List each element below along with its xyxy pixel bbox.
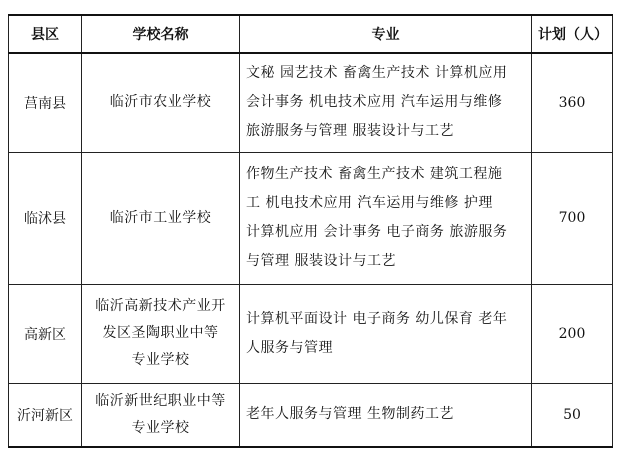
header-county: 县区	[9, 15, 82, 53]
school-cell	[82, 383, 240, 447]
major-line: 人服务与管理	[246, 339, 333, 356]
school-line: 临沂市工业学校	[109, 209, 212, 226]
major-line: 工 机电技术应用 汽车运用与维修 护理	[246, 195, 493, 211]
school-cell	[82, 284, 240, 383]
major-line: 文秘 园艺技术 畜禽生产技术 计算机应用	[246, 65, 508, 82]
plan-cell: 50	[532, 383, 613, 447]
plan-cell: 200	[532, 284, 613, 383]
major-line: 会计事务 机电技术应用 汽车运用与维修	[246, 94, 503, 111]
school-cell	[82, 152, 240, 284]
major-cell	[240, 383, 532, 447]
county-cell: 沂河新区	[9, 383, 82, 447]
table-header-row	[9, 15, 613, 53]
major-line: 计算机应用 会计事务 电子商务 旅游服务	[246, 224, 508, 240]
school-line: 发区圣陶职业中等	[102, 325, 219, 341]
header-plan: 计划（人）	[532, 15, 613, 53]
major-line: 与管理 服装设计与工艺	[246, 253, 396, 269]
school-line: 专业学校	[131, 352, 190, 368]
header-school: 学校名称	[82, 15, 240, 53]
school-line: 临沂高新技术产业开	[95, 298, 226, 314]
county-cell: 莒南县	[9, 53, 82, 152]
table-row	[9, 383, 613, 447]
major-line: 老年人服务与管理 生物制药工艺	[246, 406, 454, 423]
table-row	[9, 53, 613, 152]
major-cell	[240, 152, 532, 284]
major-line: 作物生产技术 畜禽生产技术 建筑工程施	[246, 166, 503, 182]
plan-cell: 700	[532, 152, 613, 284]
county-cell: 高新区	[9, 284, 82, 383]
county-cell: 临沭县	[9, 152, 82, 284]
school-line: 临沂市农业学校	[109, 94, 212, 111]
plan-cell: 360	[532, 53, 613, 152]
school-line: 临沂新世纪职业中等	[95, 392, 226, 409]
school-cell	[82, 53, 240, 152]
enrollment-plan-table	[8, 14, 613, 448]
major-cell	[240, 284, 532, 383]
table-row	[9, 152, 613, 284]
major-cell	[240, 53, 532, 152]
major-line: 旅游服务与管理 服装设计与工艺	[246, 123, 454, 140]
major-line: 计算机平面设计 电子商务 幼儿保育 老年	[246, 310, 508, 327]
school-line: 专业学校	[131, 419, 190, 436]
header-major: 专业	[240, 15, 532, 53]
table-row	[9, 284, 613, 383]
